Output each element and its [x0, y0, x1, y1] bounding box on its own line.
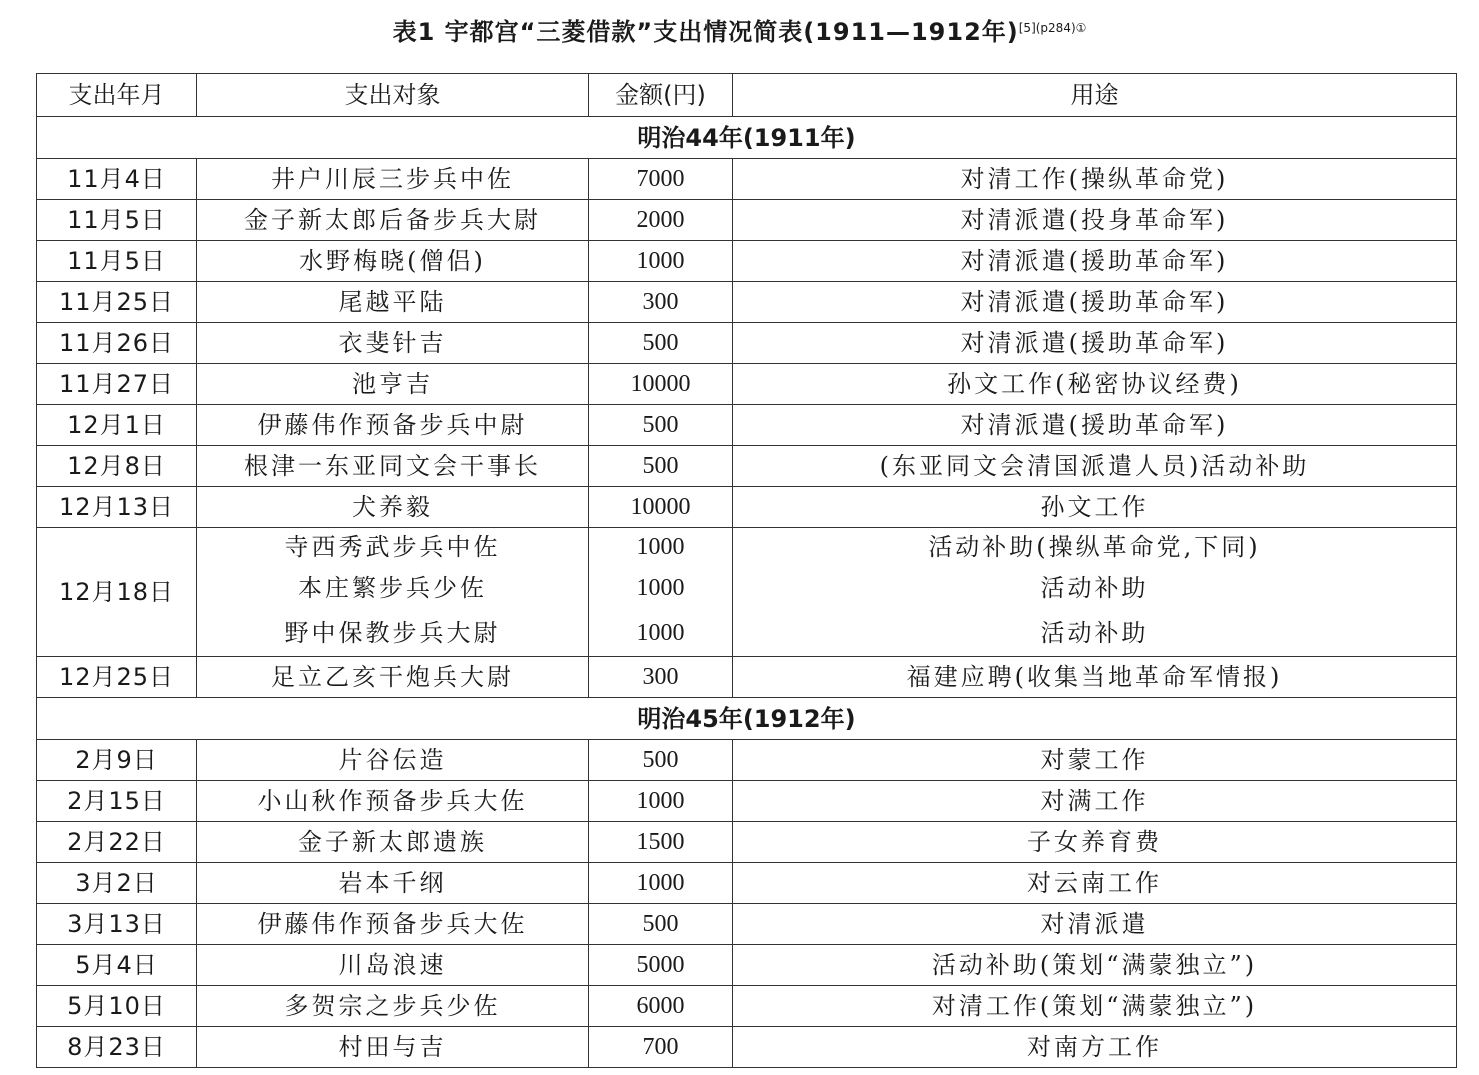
- amount-cell: 1000: [589, 241, 733, 282]
- target-cell: 岩本千纲: [197, 863, 589, 904]
- target-cell: 小山秋作预备步兵大佐: [197, 781, 589, 822]
- header-amount: 金额(円): [589, 74, 733, 117]
- amount-cell: 6000: [589, 986, 733, 1027]
- table-row: [37, 986, 1457, 1027]
- date-cell: 11月25日: [37, 282, 197, 323]
- table-row: [37, 487, 1457, 528]
- target-line: 本庄繁步兵少佐: [298, 574, 487, 602]
- target-cell: 尾越平陆: [197, 282, 589, 323]
- date-cell: 11月4日: [37, 159, 197, 200]
- date-cell: 2月15日: [37, 781, 197, 822]
- header-row: [37, 74, 1457, 117]
- caption-reference: [5](p284)①: [1018, 21, 1087, 35]
- amount-line: 1000: [636, 620, 685, 646]
- amount-cell: 7000: [589, 159, 733, 200]
- table-row: [37, 200, 1457, 241]
- amount-cell: 1000: [589, 863, 733, 904]
- purpose-cell: 活动补助(策划“满蒙独立”): [733, 945, 1457, 986]
- header-date: 支出年月: [37, 74, 197, 117]
- date-cell: 11月5日: [37, 200, 197, 241]
- purpose-cell: 子女养育费: [733, 822, 1457, 863]
- date-cell: 3月13日: [37, 904, 197, 945]
- caption-title: 表1 宇都宫“三菱借款”支出情况简表(1911—1912年): [392, 18, 1019, 46]
- purpose-cell: 对清派遣(援助革命军): [733, 323, 1457, 364]
- date-cell: 12月25日: [37, 657, 197, 698]
- amount-cell: 1000: [589, 781, 733, 822]
- date-cell: 5月10日: [37, 986, 197, 1027]
- date-cell: 12月8日: [37, 446, 197, 487]
- date-cell: 2月9日: [37, 740, 197, 781]
- purpose-line: 活动补助: [1040, 574, 1149, 602]
- table-row: [37, 446, 1457, 487]
- table-row: [37, 781, 1457, 822]
- amount-cell: [589, 528, 733, 657]
- target-cell: 多贺宗之步兵少佐: [197, 986, 589, 1027]
- table-row: [37, 323, 1457, 364]
- table-body: [37, 117, 1457, 1068]
- target-cell: 金子新太郎遗族: [197, 822, 589, 863]
- target-cell: [197, 528, 589, 657]
- target-cell: 池亨吉: [197, 364, 589, 405]
- amount-cell: 10000: [589, 364, 733, 405]
- amount-cell: 300: [589, 657, 733, 698]
- section-label: 明治45年(1912年): [37, 698, 1457, 740]
- amount-cell: 5000: [589, 945, 733, 986]
- purpose-line: 活动补助: [1040, 619, 1149, 647]
- amount-line: 1000: [636, 534, 685, 560]
- amount-cell: 500: [589, 446, 733, 487]
- table-row: [37, 364, 1457, 405]
- purpose-cell: 对清派遣: [733, 904, 1457, 945]
- purpose-cell: (东亚同文会清国派遣人员)活动补助: [733, 446, 1457, 487]
- target-cell: 衣斐针吉: [197, 323, 589, 364]
- purpose-cell: 对蒙工作: [733, 740, 1457, 781]
- date-cell: 3月2日: [37, 863, 197, 904]
- date-cell: 11月27日: [37, 364, 197, 405]
- target-cell: 犬养毅: [197, 487, 589, 528]
- target-cell: 伊藤伟作预备步兵大佐: [197, 904, 589, 945]
- amount-line: 1000: [636, 575, 685, 601]
- purpose-cell: 对清派遣(援助革命军): [733, 282, 1457, 323]
- target-cell: 井户川辰三步兵中佐: [197, 159, 589, 200]
- table-row: [37, 528, 1457, 657]
- amount-cell: 700: [589, 1027, 733, 1068]
- table-row: [37, 904, 1457, 945]
- amount-cell: 500: [589, 405, 733, 446]
- purpose-cell: 对南方工作: [733, 1027, 1457, 1068]
- target-line: 野中保教步兵大尉: [284, 619, 501, 647]
- target-cell: 伊藤伟作预备步兵中尉: [197, 405, 589, 446]
- header-purpose: 用途: [733, 74, 1457, 117]
- target-cell: 水野梅晓(僧侣): [197, 241, 589, 282]
- purpose-cell: 福建应聘(收集当地革命军情报): [733, 657, 1457, 698]
- date-cell: 12月1日: [37, 405, 197, 446]
- purpose-cell: 对清派遣(援助革命军): [733, 405, 1457, 446]
- purpose-cell: 孙文工作: [733, 487, 1457, 528]
- date-cell: 12月18日: [37, 528, 197, 657]
- amount-cell: 500: [589, 904, 733, 945]
- date-cell: 11月26日: [37, 323, 197, 364]
- target-cell: 足立乙亥干炮兵大尉: [197, 657, 589, 698]
- amount-cell: 10000: [589, 487, 733, 528]
- section-label: 明治44年(1911年): [37, 117, 1457, 159]
- purpose-cell: 对满工作: [733, 781, 1457, 822]
- section-header-row: [37, 117, 1457, 159]
- target-cell: 金子新太郎后备步兵大尉: [197, 200, 589, 241]
- table-row: [37, 863, 1457, 904]
- purpose-cell: [733, 528, 1457, 657]
- table-row: [37, 282, 1457, 323]
- amount-cell: 300: [589, 282, 733, 323]
- target-cell: 村田与吉: [197, 1027, 589, 1068]
- target-line: 寺西秀武步兵中佐: [284, 533, 501, 561]
- purpose-cell: 对云南工作: [733, 863, 1457, 904]
- purpose-line: 活动补助(操纵革命党,下同): [928, 533, 1261, 561]
- date-cell: 2月22日: [37, 822, 197, 863]
- table-row: [37, 945, 1457, 986]
- table-row: [37, 657, 1457, 698]
- amount-cell: 2000: [589, 200, 733, 241]
- table-row: [37, 740, 1457, 781]
- purpose-cell: 对清工作(策划“满蒙独立”): [733, 986, 1457, 1027]
- date-cell: 5月4日: [37, 945, 197, 986]
- section-header-row: [37, 698, 1457, 740]
- table-row: [37, 822, 1457, 863]
- expenditure-table: [36, 73, 1457, 1068]
- amount-cell: 500: [589, 323, 733, 364]
- purpose-cell: 孙文工作(秘密协议经费): [733, 364, 1457, 405]
- purpose-cell: 对清派遣(援助革命军): [733, 241, 1457, 282]
- header-target: 支出对象: [197, 74, 589, 117]
- table-row: [37, 159, 1457, 200]
- table-row: [37, 241, 1457, 282]
- date-cell: 11月5日: [37, 241, 197, 282]
- target-cell: 川岛浪速: [197, 945, 589, 986]
- table-row: [37, 1027, 1457, 1068]
- date-cell: 12月13日: [37, 487, 197, 528]
- target-cell: 根津一东亚同文会干事长: [197, 446, 589, 487]
- table-row: [37, 405, 1457, 446]
- amount-cell: 500: [589, 740, 733, 781]
- amount-cell: 1500: [589, 822, 733, 863]
- target-cell: 片谷伝造: [197, 740, 589, 781]
- purpose-cell: 对清工作(操纵革命党): [733, 159, 1457, 200]
- purpose-cell: 对清派遣(投身革命军): [733, 200, 1457, 241]
- table-caption: [0, 14, 1479, 50]
- date-cell: 8月23日: [37, 1027, 197, 1068]
